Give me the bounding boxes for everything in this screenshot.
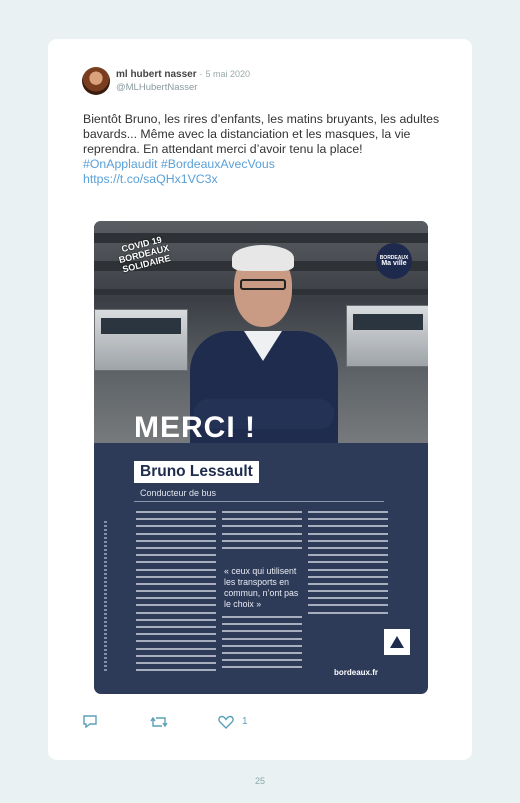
tweet-text: Bientôt Bruno, les rires d’enfants, les matins bruyants, les adultes bavards... Même avec la distanciation et les masques, la vie reprendra. En attendant merci d’avoir tenu la place!: [83, 112, 440, 156]
tweet-body: [83, 112, 443, 187]
heart-icon[interactable]: [218, 715, 234, 732]
reply-icon[interactable]: [82, 715, 98, 732]
like-count: 1: [242, 716, 248, 727]
poster-photo: [94, 221, 428, 443]
pull-quote: « ceux qui utilisent les transports en commun, n’ont pas le choix »: [224, 566, 299, 609]
transit-logo: [384, 629, 410, 655]
covid-badge: COVID 19 BORDEAUX SOLIDAIRE: [117, 234, 172, 275]
divider: [134, 501, 384, 502]
person-glasses: [240, 279, 286, 290]
city-logo-bottom: Ma ville: [381, 260, 407, 267]
page-number: 25: [254, 776, 265, 786]
tweet-card: [48, 39, 472, 760]
person-hair: [232, 245, 294, 271]
tweet-media-poster[interactable]: [94, 221, 428, 694]
poster-website: bordeaux.fr: [334, 668, 379, 677]
retweet-icon[interactable]: [150, 715, 168, 732]
person-role: Conducteur de bus: [140, 488, 217, 498]
tweet-link[interactable]: https://t.co/saQHx1VC3x: [83, 172, 218, 186]
avatar[interactable]: [82, 67, 110, 95]
bus-left: [94, 309, 188, 371]
article-column-2-top: [222, 511, 302, 559]
author-handle[interactable]: @MLHubertNasser: [116, 82, 198, 93]
tweet-date[interactable]: 5 mai 2020: [205, 69, 251, 79]
separator: ·: [199, 69, 203, 80]
hashtags[interactable]: #OnApplaudit #BordeauxAvecVous: [83, 157, 275, 171]
vertical-credit: [104, 521, 107, 671]
poster-headline: MERCI !: [134, 411, 256, 444]
article-column-2-bottom: [222, 616, 302, 676]
city-logo: [376, 243, 412, 279]
article-column-3: [308, 511, 388, 621]
author-line: [116, 69, 250, 80]
article-column-1: [136, 511, 216, 676]
tweet-actions: [82, 715, 282, 735]
person-name: Bruno Lessault: [134, 461, 259, 483]
author-name[interactable]: ml hubert nasser: [116, 69, 197, 80]
bus-right: [346, 305, 428, 367]
city-logo-top: BORDEAUX: [379, 255, 409, 261]
